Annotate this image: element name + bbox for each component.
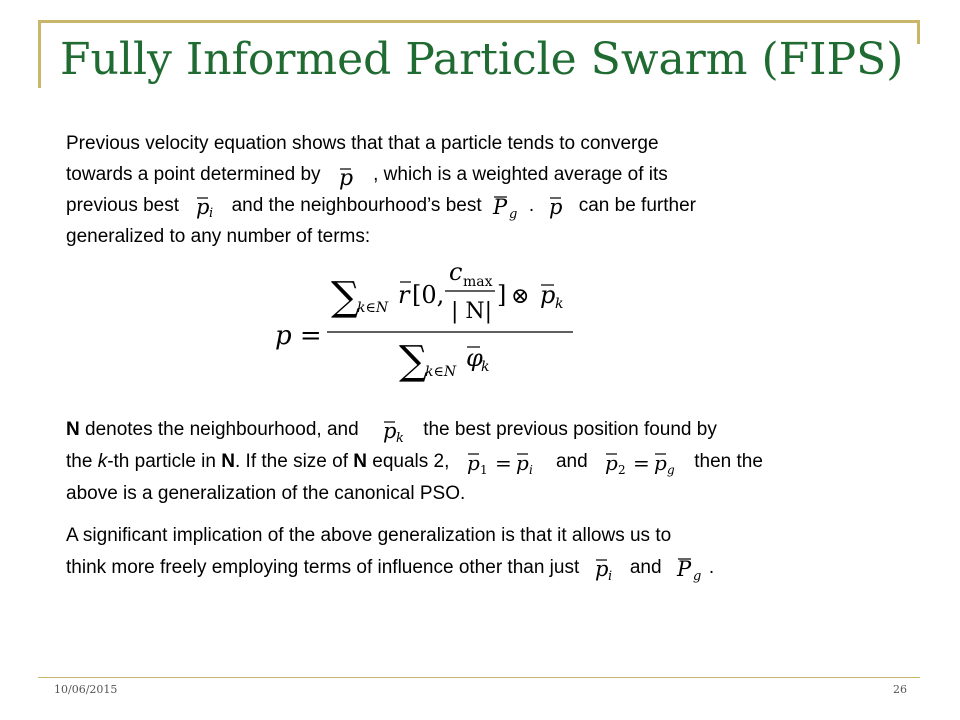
svg-text:p: p	[196, 194, 210, 219]
svg-text:p: p	[338, 165, 353, 190]
frame-left-rule	[38, 20, 41, 88]
neighbourhood-line-2: the k-th particle in N. If the size of N equals 2, p 1 = p i and p 2 = p g then the	[66, 446, 763, 478]
footer-date: 10/06/2015	[54, 683, 118, 696]
p1-equals-pi-symbol	[455, 447, 551, 477]
intro-line-1: Previous velocity equation shows that that a particle tends to converge	[66, 133, 659, 154]
frame-right-rule	[917, 20, 920, 44]
svg-text:i: i	[607, 568, 612, 583]
svg-text:∑: ∑	[331, 274, 360, 320]
svg-text:g: g	[692, 568, 702, 583]
intro-line-4: generalized to any number of terms:	[66, 226, 371, 247]
svg-text:[0,: [0,	[412, 281, 445, 309]
svg-text:p: p	[515, 450, 529, 475]
svg-text:k: k	[481, 359, 490, 375]
vector-p-symbol-2	[539, 191, 573, 221]
svg-text:i: i	[528, 462, 533, 477]
svg-text:2: 2	[617, 462, 626, 477]
vector-p-symbol	[326, 160, 368, 190]
svg-text:p: p	[382, 418, 397, 443]
svg-text:i: i	[209, 205, 214, 221]
implication-line-2: think more freely employing terms of influence other than just p i and P g .	[66, 552, 714, 584]
frame-top-rule	[38, 20, 920, 23]
svg-text:k∈N: k∈N	[425, 364, 457, 380]
intro-line-3: previous best p i and the neighbourhood’s best P g . p can be further	[66, 190, 696, 221]
paragraph-implication	[66, 520, 714, 584]
vector-p-i-symbol-2	[585, 553, 625, 583]
neighbourhood-line-1: N denotes the neighbourhood, and p k the best previous position found by	[66, 414, 763, 446]
vector-p-k-symbol	[364, 415, 418, 445]
svg-text:φ: φ	[466, 344, 483, 372]
svg-text:g: g	[666, 462, 675, 477]
svg-text:p: p	[540, 281, 556, 309]
svg-text:| N|: | N|	[451, 299, 493, 324]
paragraph-intro	[66, 128, 696, 252]
svg-text:r: r	[398, 281, 410, 309]
svg-text:]: ]	[497, 281, 507, 309]
svg-text:p: p	[604, 450, 618, 475]
svg-text:p: p	[549, 194, 563, 219]
intro-line-2: towards a point determined by p , which is a weighted average of its	[66, 159, 696, 190]
svg-text:k∈N: k∈N	[357, 300, 389, 316]
svg-text:p: p	[466, 450, 480, 475]
svg-text:p: p	[653, 450, 667, 475]
svg-text:P: P	[676, 556, 691, 581]
svg-text:=: =	[494, 450, 512, 475]
neighbourhood-line-3: above is a generalization of the canonical PSO.	[66, 483, 466, 504]
vector-p-i-symbol	[184, 191, 226, 221]
svg-text:g: g	[508, 206, 518, 221]
svg-text:c: c	[449, 258, 463, 286]
fips-formula	[275, 258, 585, 382]
slide-title: Fully Informed Particle Swarm (FIPS)	[60, 34, 904, 85]
footer-rule	[38, 677, 920, 678]
vector-p-g-symbol-2	[667, 553, 709, 583]
footer-page-number: 26	[893, 683, 907, 696]
svg-text:⊗: ⊗	[511, 284, 530, 309]
svg-text:1: 1	[479, 462, 488, 477]
svg-text:max: max	[463, 274, 493, 290]
vector-p-g-symbol	[487, 191, 529, 221]
svg-text:P: P	[492, 194, 508, 219]
svg-text:p: p	[594, 556, 608, 581]
paragraph-neighbourhood	[66, 414, 763, 510]
svg-text:∑: ∑	[399, 338, 428, 382]
svg-text:k: k	[395, 430, 404, 445]
svg-text:p =: p =	[275, 321, 322, 351]
svg-text:k: k	[555, 296, 564, 312]
svg-text:=: =	[632, 450, 650, 475]
p2-equals-pg-symbol	[593, 447, 689, 477]
implication-line-1: A significant implication of the above generalization is that it allows us to	[66, 525, 672, 546]
